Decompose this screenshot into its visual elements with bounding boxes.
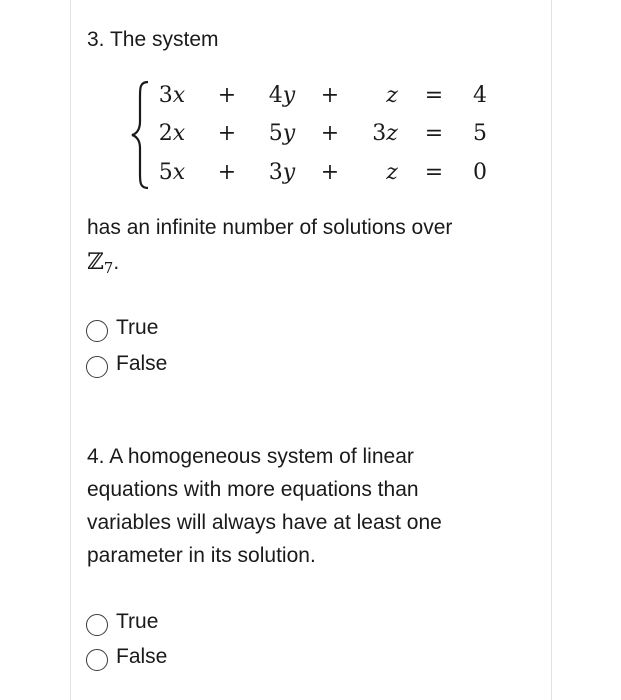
row2-y-term: 5y	[268, 121, 296, 146]
row2-x-term: 2x	[158, 121, 186, 146]
field-period: .	[113, 251, 120, 274]
row1-y-term: 4y	[268, 83, 296, 108]
row1-z-term: z	[386, 83, 398, 108]
row2-op2: +	[320, 121, 340, 146]
q3-option-false-label: False	[116, 352, 168, 375]
row3-op2: +	[320, 160, 340, 185]
radio-icon[interactable]	[86, 649, 108, 671]
row3-z-term: z	[386, 160, 398, 185]
row1-equals: =	[424, 83, 444, 108]
q4-title-full	[0, 0, 1, 1]
q4-title-line-3: variables will always have at least one	[87, 511, 442, 534]
integers-mod-symbol: ℤ	[87, 249, 104, 275]
row1-op1: +	[217, 83, 237, 108]
row3-op1: +	[217, 160, 237, 185]
q3-option-true-label: True	[116, 316, 159, 339]
q3-title: 3. The system	[87, 28, 219, 51]
radio-icon[interactable]	[86, 614, 108, 636]
row2-z-term: 3z	[372, 121, 398, 146]
row2-op1: +	[217, 121, 237, 146]
row3-y-term: 3y	[268, 160, 296, 185]
q4-title-line-1: 4. A homogeneous system of linear	[87, 445, 414, 468]
row1-x-term: 3x	[158, 83, 186, 108]
q4-option-true[interactable]	[86, 608, 158, 636]
q4-title-line-2: equations with more equations than	[87, 478, 419, 501]
q3-option-true[interactable]	[86, 314, 158, 342]
row3-equals: =	[424, 160, 444, 185]
linear-system	[130, 80, 500, 190]
q3-option-false[interactable]	[86, 350, 167, 378]
row2-rhs: 5	[473, 121, 487, 146]
q4-option-false[interactable]	[86, 643, 167, 671]
field-subscript: 7	[103, 259, 114, 277]
row1-rhs: 4	[473, 83, 487, 108]
q4-option-true-label: True	[116, 610, 159, 633]
row3-rhs: 0	[473, 160, 487, 185]
q3-statement: has an infinite number of solutions over	[87, 216, 453, 239]
row3-x-term: 5x	[158, 160, 186, 185]
q4-title-line-4: parameter in its solution.	[87, 544, 316, 567]
row2-equals: =	[424, 121, 444, 146]
row1-op2: +	[320, 83, 340, 108]
radio-icon[interactable]	[86, 356, 108, 378]
left-brace-icon	[130, 80, 152, 190]
q4-option-false-label: False	[116, 645, 168, 668]
radio-icon[interactable]	[86, 320, 108, 342]
q3-field	[87, 246, 507, 285]
